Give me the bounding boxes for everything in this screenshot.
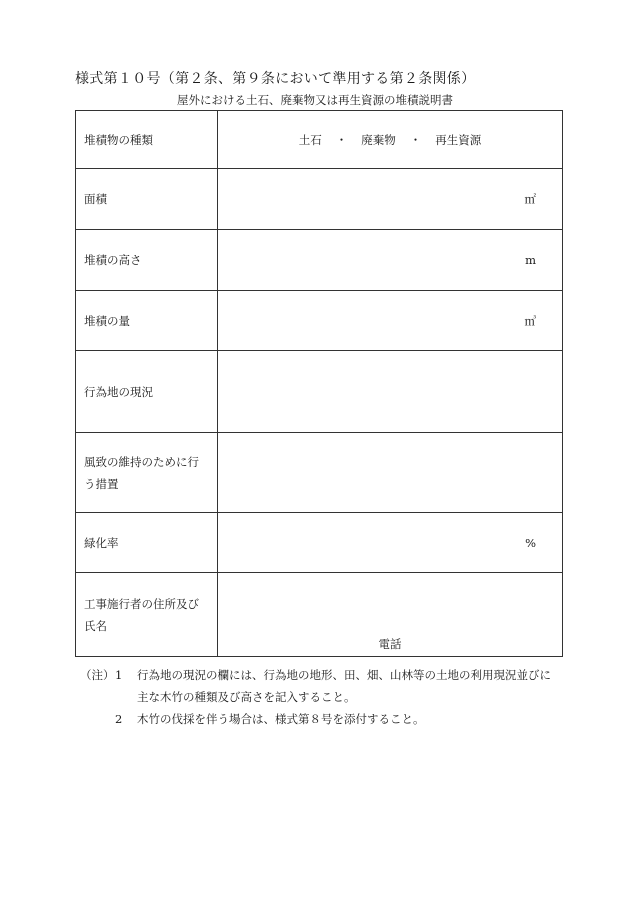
value-area-field[interactable] xyxy=(218,169,563,230)
note-text: 木竹の伐採を伴う場合は、様式第８号を添付すること。 xyxy=(137,712,425,726)
value-kind[interactable] xyxy=(218,111,563,169)
value-landscape-measures-field[interactable] xyxy=(218,433,563,513)
value-greenery-rate-field[interactable] xyxy=(218,513,563,573)
table-row-kind xyxy=(76,111,563,169)
phone-label: 電話 xyxy=(378,637,402,651)
label-kind: 堆積物の種類 xyxy=(76,111,218,169)
separator-dot: ・ xyxy=(409,132,422,147)
unit-square-meter: ㎡ xyxy=(524,192,536,206)
label-volume: 堆積の量 xyxy=(76,291,218,351)
label-line: 工事施行者の住所及び xyxy=(84,596,199,611)
table-row-volume xyxy=(76,291,563,351)
table-row-area xyxy=(76,169,563,230)
accumulation-form-table xyxy=(75,110,563,657)
note-number: 1 xyxy=(115,668,123,682)
option-soil-stone[interactable]: 土石 xyxy=(298,132,322,147)
unit-percent: % xyxy=(525,535,536,550)
label-contractor xyxy=(76,573,218,657)
document-title: 屋外における土石、廃棄物又は再生資源の堆積説明書 xyxy=(177,93,453,107)
value-site-condition-field[interactable] xyxy=(218,351,563,433)
label-line: 風致の維持のために行 xyxy=(84,454,199,469)
note-text: 行為地の現況の欄には、行為地の地形、田、畑、山林等の土地の利用現況並びに xyxy=(137,668,551,682)
label-height: 堆積の高さ xyxy=(76,230,218,291)
value-contractor-field[interactable] xyxy=(218,573,563,657)
note-number: 2 xyxy=(115,712,123,726)
table-row-height xyxy=(76,230,563,291)
table-row-landscape-measures xyxy=(76,433,563,513)
label-area: 面積 xyxy=(76,169,218,230)
label-line: 氏名 xyxy=(84,618,107,633)
note-item xyxy=(75,664,575,686)
value-height-field[interactable] xyxy=(218,230,563,291)
option-waste[interactable]: 廃棄物 xyxy=(361,132,396,147)
notes-prefix: （注） xyxy=(80,668,115,682)
table-row-greenery-rate xyxy=(76,513,563,573)
notes-section xyxy=(75,664,575,730)
label-landscape-measures xyxy=(76,433,218,513)
note-text: 主な木竹の種類及び高さを記入すること。 xyxy=(137,690,356,704)
form-number-heading: 様式第１０号（第２条、第９条において準用する第２条関係） xyxy=(75,71,476,87)
table-row-contractor xyxy=(76,573,563,657)
unit-meter: m xyxy=(525,253,536,267)
value-volume-field[interactable] xyxy=(218,291,563,351)
separator-dot: ・ xyxy=(335,132,348,147)
label-site-condition: 行為地の現況 xyxy=(76,351,218,433)
option-recycled-resource[interactable]: 再生資源 xyxy=(435,132,482,147)
note-item-continued xyxy=(75,686,575,708)
note-item xyxy=(75,708,575,730)
label-line: う措置 xyxy=(84,476,119,491)
label-greenery-rate: 緑化率 xyxy=(76,513,218,573)
unit-cubic-meter: ㎥ xyxy=(524,313,536,328)
table-row-site-condition xyxy=(76,351,563,433)
